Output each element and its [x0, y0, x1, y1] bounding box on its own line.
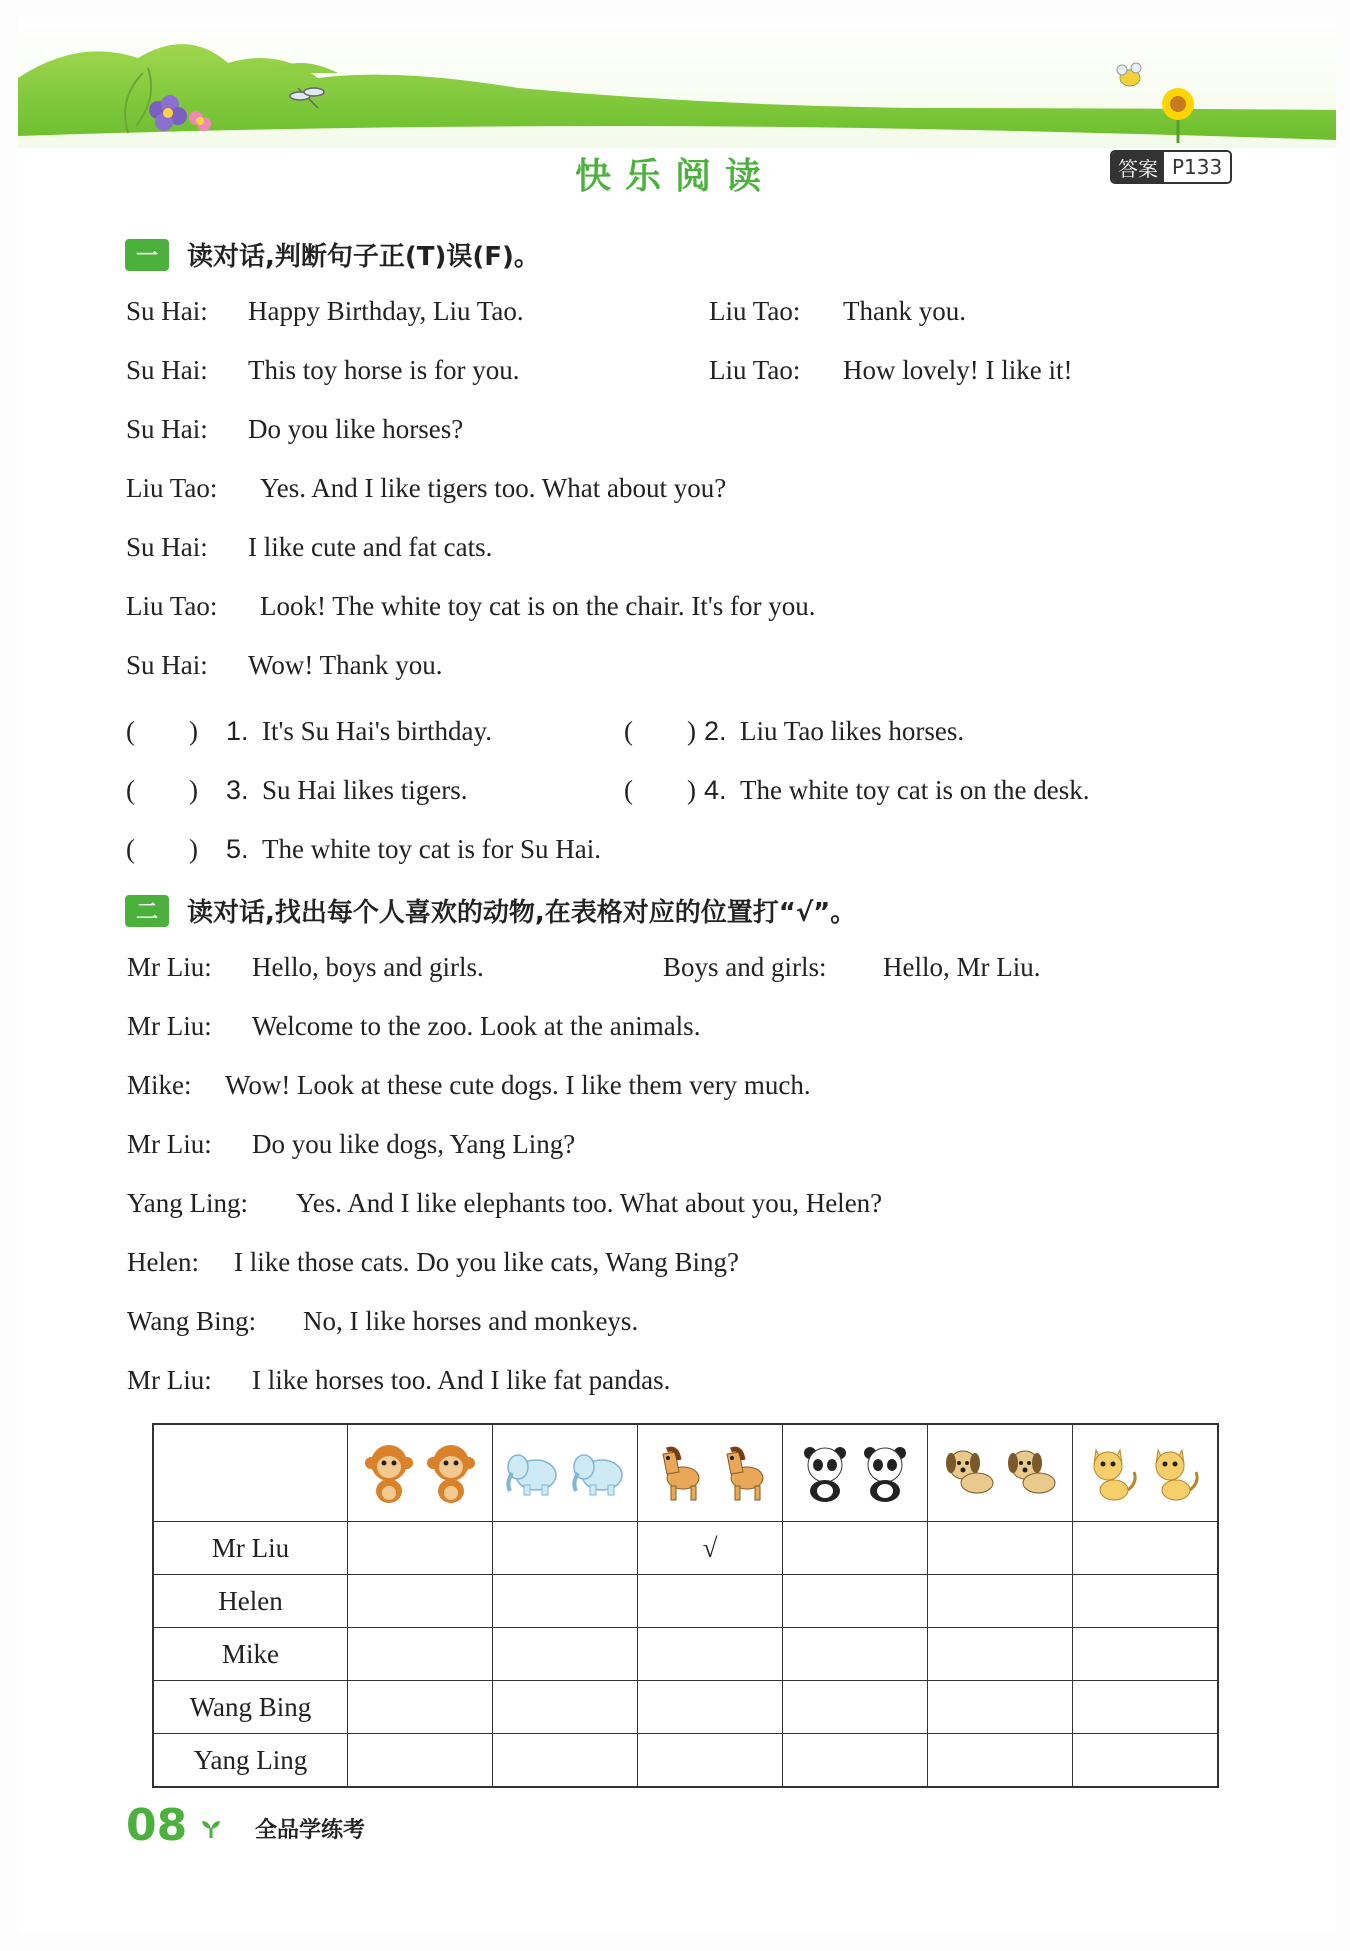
- table-cell[interactable]: [348, 1628, 493, 1681]
- question-text: Liu Tao likes horses.: [740, 716, 965, 746]
- question-item: [126, 827, 601, 866]
- dog-icon: [941, 1445, 997, 1501]
- speaker: Liu Tao:: [709, 296, 801, 326]
- speaker: Su Hai:: [126, 650, 208, 680]
- dialogue-line: [127, 1011, 700, 1042]
- table-cell[interactable]: [638, 1681, 783, 1734]
- answer-blank[interactable]: ( ): [126, 834, 198, 864]
- table-row: [153, 1734, 1218, 1788]
- question-item: [126, 768, 468, 807]
- elephant-icon: [502, 1445, 562, 1501]
- table-cell[interactable]: [783, 1681, 928, 1734]
- table-row: [153, 1575, 1218, 1628]
- cat-icon: [1086, 1442, 1142, 1504]
- row-name: Yang Ling: [153, 1734, 348, 1788]
- table-cell[interactable]: [928, 1628, 1073, 1681]
- question-number: 2.: [704, 716, 727, 746]
- animal-column-elephant: [493, 1424, 638, 1522]
- dog-icon: [1003, 1445, 1059, 1501]
- dialogue-line: [126, 591, 816, 622]
- question-number: 5.: [226, 834, 249, 864]
- table-cell[interactable]: [928, 1734, 1073, 1788]
- dialogue-line: [127, 1365, 670, 1396]
- table-cell[interactable]: [638, 1734, 783, 1788]
- answer-blank[interactable]: ( ): [126, 775, 198, 805]
- answer-blank[interactable]: ( ): [624, 716, 696, 746]
- dialogue-text: Do you like dogs, Yang Ling?: [252, 1129, 576, 1159]
- dialogue-text: Hello, boys and girls.: [252, 952, 484, 982]
- answer-page: P133: [1164, 152, 1230, 182]
- speaker: Yang Ling:: [127, 1188, 249, 1218]
- table-row: [153, 1681, 1218, 1734]
- dialogue-text: No, I like horses and monkeys.: [303, 1306, 639, 1336]
- speaker: Mr Liu:: [127, 1365, 212, 1395]
- table-cell[interactable]: [493, 1575, 638, 1628]
- header-banner: [18, 18, 1336, 148]
- horse-icon: [713, 1442, 771, 1504]
- table-cell[interactable]: [638, 1575, 783, 1628]
- answer-reference: [1110, 150, 1232, 184]
- question-item: [624, 768, 1089, 807]
- row-name: Mr Liu: [153, 1522, 348, 1575]
- dialogue-line: [127, 1306, 638, 1337]
- animal-column-panda: [783, 1424, 928, 1522]
- dialogue-line: [126, 414, 463, 445]
- table-cell[interactable]: [783, 1628, 928, 1681]
- cat-icon: [1148, 1442, 1204, 1504]
- section-instruction: 读对话,找出每个人喜欢的动物,在表格对应的位置打“√”。: [187, 898, 857, 928]
- speaker: Su Hai:: [126, 532, 208, 562]
- question-text: The white toy cat is on the desk.: [740, 775, 1090, 805]
- speaker: Helen:: [127, 1247, 199, 1277]
- table-cell[interactable]: [493, 1628, 638, 1681]
- dialogue-line: [126, 296, 524, 327]
- dialogue-text: This toy horse is for you.: [248, 355, 520, 385]
- dialogue-text: I like cute and fat cats.: [248, 532, 493, 562]
- table-cell[interactable]: [493, 1681, 638, 1734]
- dialogue-text: Do you like horses?: [248, 414, 464, 444]
- answer-blank[interactable]: ( ): [126, 716, 198, 746]
- panda-icon: [858, 1443, 912, 1503]
- elephant-icon: [568, 1445, 628, 1501]
- table-row: [153, 1628, 1218, 1681]
- dialogue-text: Happy Birthday, Liu Tao.: [248, 296, 524, 326]
- table-corner-cell: [153, 1424, 348, 1522]
- animal-column-monkey: [348, 1424, 493, 1522]
- table-cell[interactable]: [928, 1681, 1073, 1734]
- book-title: 全品学练考: [255, 1818, 366, 1843]
- speaker: Wang Bing:: [127, 1306, 257, 1336]
- speaker: Mr Liu:: [127, 1129, 212, 1159]
- dialogue-line: [126, 650, 443, 681]
- dialogue-line: [709, 355, 1072, 386]
- table-cell[interactable]: [783, 1734, 928, 1788]
- speaker: Boys and girls:: [663, 952, 827, 982]
- answer-label: 答案: [1112, 152, 1164, 182]
- animal-column-dog: [928, 1424, 1073, 1522]
- animal-preference-table: [152, 1423, 1219, 1788]
- dialogue-text: Yes. And I like tigers too. What about you?: [260, 473, 727, 503]
- dialogue-text: Yes. And I like elephants too. What about you, Helen?: [296, 1188, 883, 1218]
- animal-column-horse: [638, 1424, 783, 1522]
- row-name: Mike: [153, 1628, 348, 1681]
- dialogue-text: Wow! Thank you.: [248, 650, 443, 680]
- table-cell[interactable]: [928, 1522, 1073, 1575]
- section-number: 一: [125, 239, 169, 271]
- speaker: Liu Tao:: [126, 473, 218, 503]
- question-number: 3.: [226, 775, 249, 805]
- dialogue-line: [127, 1247, 739, 1278]
- table-cell[interactable]: [1073, 1522, 1219, 1575]
- speaker: Mr Liu:: [127, 952, 212, 982]
- dialogue-text: Hello, Mr Liu.: [883, 952, 1041, 982]
- table-cell[interactable]: [493, 1522, 638, 1575]
- dialogue-text: I like those cats. Do you like cats, Wang Bing?: [234, 1247, 739, 1277]
- section-2-heading: [125, 892, 856, 929]
- dialogue-line: [126, 355, 519, 386]
- page-title: 快乐阅读: [574, 156, 775, 197]
- question-text: It's Su Hai's birthday.: [262, 716, 492, 746]
- table-cell[interactable]: [1073, 1628, 1219, 1681]
- table-cell[interactable]: [1073, 1734, 1219, 1788]
- question-number: 4.: [704, 775, 727, 805]
- page: [18, 18, 1336, 1933]
- section-number: 二: [125, 895, 169, 927]
- dialogue-text: Thank you.: [843, 296, 966, 326]
- dialogue-text: Wow! Look at these cute dogs. I like them very much.: [225, 1070, 811, 1100]
- answer-blank[interactable]: ( ): [624, 775, 696, 805]
- table-cell[interactable]: [1073, 1681, 1219, 1734]
- dialogue-line: [127, 1129, 575, 1160]
- question-text: The white toy cat is for Su Hai.: [262, 834, 601, 864]
- dialogue-line: [126, 473, 726, 504]
- dialogue-line: [663, 952, 1040, 983]
- table-cell[interactable]: [493, 1734, 638, 1788]
- speaker: Mike:: [127, 1070, 192, 1100]
- section-instruction: 读对话,判断句子正(T)误(F)。: [187, 242, 540, 272]
- horse-icon: [649, 1442, 707, 1504]
- table-cell[interactable]: [638, 1628, 783, 1681]
- sprout-icon: [200, 1818, 222, 1840]
- table-cell[interactable]: [348, 1575, 493, 1628]
- table-cell[interactable]: [928, 1575, 1073, 1628]
- dialogue-text: How lovely! I like it!: [843, 355, 1073, 385]
- check-mark-cell[interactable]: √: [638, 1522, 783, 1575]
- table-cell[interactable]: [348, 1522, 493, 1575]
- table-cell[interactable]: [348, 1734, 493, 1788]
- speaker: Liu Tao:: [126, 591, 218, 621]
- table-header-row: [153, 1424, 1218, 1522]
- dialogue-line: [127, 1188, 882, 1219]
- row-name: Helen: [153, 1575, 348, 1628]
- dialogue-line: [126, 532, 492, 563]
- speaker: Su Hai:: [126, 414, 208, 444]
- monkey-icon: [423, 1441, 479, 1505]
- dialogue-text: I like horses too. And I like fat pandas.: [252, 1365, 671, 1395]
- panda-icon: [798, 1443, 852, 1503]
- row-name: Wang Bing: [153, 1681, 348, 1734]
- dialogue-text: Welcome to the zoo. Look at the animals.: [252, 1011, 701, 1041]
- table-cell[interactable]: [348, 1681, 493, 1734]
- dialogue-line: [127, 952, 484, 983]
- speaker: Su Hai:: [126, 296, 208, 326]
- table-cell[interactable]: [1073, 1575, 1219, 1628]
- dialogue-line: [709, 296, 966, 327]
- speaker: Mr Liu:: [127, 1011, 212, 1041]
- table-row: [153, 1522, 1218, 1575]
- question-number: 1.: [226, 716, 249, 746]
- table-cell[interactable]: [783, 1575, 928, 1628]
- monkey-icon: [361, 1441, 417, 1505]
- page-number: 08: [126, 1800, 188, 1851]
- question-text: Su Hai likes tigers.: [262, 775, 468, 805]
- question-item: [624, 709, 964, 748]
- dialogue-text: Look! The white toy cat is on the chair. It's for you.: [260, 591, 816, 621]
- table-cell[interactable]: [783, 1522, 928, 1575]
- dialogue-line: [127, 1070, 811, 1101]
- question-item: [126, 709, 492, 748]
- speaker: Su Hai:: [126, 355, 208, 385]
- speaker: Liu Tao:: [709, 355, 801, 385]
- animal-column-cat: [1073, 1424, 1219, 1522]
- section-1-heading: [125, 236, 540, 273]
